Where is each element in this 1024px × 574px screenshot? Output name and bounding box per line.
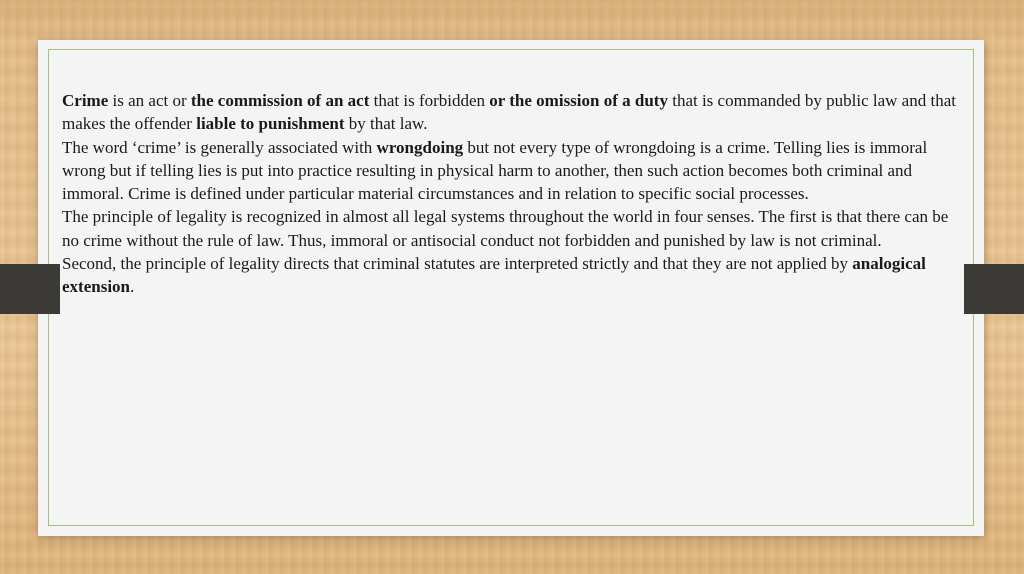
text-run: the commission of an act [190, 91, 370, 110]
text-run: but not every type of wrongdoing is a crime. Telling lies is immoral wrong but if telling lies is put into practice resulting in physical harm to another, then such action becomes both criminal and immoral. Crime is defined under particular material circumstances and in relation to specific social processes. [62, 137, 928, 204]
wood-background [0, 0, 1024, 40]
paragraph-wrongdoing [62, 136, 966, 206]
paragraph-crime-definition [62, 89, 966, 136]
text-run: Crime [62, 91, 109, 110]
left-dark-tab [0, 264, 60, 314]
text-run: or the omission of a duty [489, 91, 668, 110]
text-run: liable to punishment [196, 114, 345, 134]
text-run: wrongdoing [376, 137, 464, 157]
text-run: analogical extension [62, 254, 926, 297]
text-run: is an act or [108, 91, 191, 110]
text-run: Second, the principle of legality directs that criminal statutes are interpreted strictly and that they are not applied by [62, 254, 853, 274]
right-dark-tab [964, 264, 1024, 314]
text-run: by that law. [344, 114, 428, 134]
text-run: The word ‘crime’ is generally associated with [62, 137, 377, 157]
slide-text-body [62, 89, 966, 299]
paragraph-strict-interpretation [62, 252, 966, 299]
text-run: The principle of legality is recognized in almost all legal systems throughout the world in four senses. The first is that there can be no crime without the rule of law. Thus, immoral or antisocial conduct not forbidden and punished by law is not criminal. [62, 207, 949, 250]
text-run: . [130, 277, 135, 297]
text-run: that is commanded by public law and that makes the offender [62, 91, 956, 134]
paragraph-principle-of-legality [62, 205, 966, 252]
text-run: that is forbidden [369, 91, 490, 110]
